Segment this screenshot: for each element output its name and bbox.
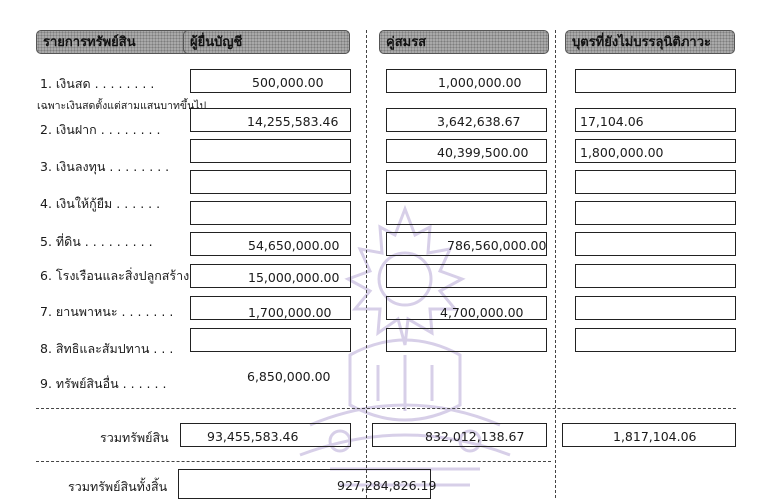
- filer-cash-value: 500,000.00: [252, 75, 324, 90]
- row-label-land: 5. ที่ดิน .........: [40, 234, 157, 249]
- header-items: รายการทรัพย์สิน: [36, 30, 350, 54]
- minor-deposit-value: 17,104.06: [580, 114, 644, 129]
- spouse-total-value: 832,012,138.67: [425, 429, 525, 444]
- header-spouse: คู่สมรส: [379, 30, 549, 54]
- spouse-loan-field: [386, 201, 547, 225]
- filer-rights-field: [190, 328, 351, 352]
- filer-investment-field: [190, 139, 351, 163]
- filer-total-value: 93,455,583.46: [207, 429, 299, 444]
- spouse-deposit-value: 3,642,638.67: [437, 114, 521, 129]
- minor-blank-field: [575, 170, 736, 194]
- minor-cash-field: [575, 69, 736, 93]
- spouse-building-field: [386, 264, 547, 288]
- row-label-deposit: 2. เงินฝาก ........: [40, 122, 165, 137]
- column-divider: [366, 30, 367, 498]
- totals-separator: [36, 408, 736, 409]
- minor-loan-field: [575, 201, 736, 225]
- totals-label: รวมทรัพย์สิน: [100, 430, 169, 445]
- row-label-rights: 8. สิทธิและสัมปทาน ...: [40, 341, 178, 356]
- minor-investment-value: 1,800,000.00: [580, 145, 664, 160]
- filer-other-value: 6,850,000.00: [247, 369, 331, 384]
- row-label-cash: 1. เงินสด ........: [40, 76, 159, 91]
- minor-vehicle-field: [575, 296, 736, 320]
- filer-blank-field: [190, 170, 351, 194]
- spouse-land-value: 786,560,000.00: [447, 238, 547, 253]
- row-label-other: 9. ทรัพย์สินอื่น ......: [40, 376, 171, 391]
- minor-building-field: [575, 264, 736, 288]
- spouse-investment-value: 40,399,500.00: [437, 145, 529, 160]
- grand-total-separator: [36, 461, 551, 462]
- row-label-investment: 3. เงินลงทุน ........: [40, 159, 174, 174]
- grand-total-value: 927,284,826.19: [337, 478, 437, 493]
- minor-rights-field: [575, 328, 736, 352]
- spouse-rights-field: [386, 328, 547, 352]
- row-label-vehicle: 7. ยานพาหนะ .......: [40, 304, 178, 319]
- filer-building-value: 15,000,000.00: [248, 270, 340, 285]
- header-filer: ผู้ยื่นบัญชี: [183, 30, 350, 54]
- spouse-vehicle-value: 4,700,000.00: [440, 305, 524, 320]
- column-divider: [555, 30, 556, 498]
- header-minor: บุตรที่ยังไม่บรรลุนิติภาวะ: [565, 30, 735, 54]
- filer-loan-field: [190, 201, 351, 225]
- grand-total-label: รวมทรัพย์สินทั้งสิ้น: [68, 479, 168, 494]
- filer-deposit-value: 14,255,583.46: [247, 114, 339, 129]
- cash-note: เฉพาะเงินสดตั้งแต่สามแสนบาทขึ้นไป: [37, 100, 207, 112]
- minor-total-value: 1,817,104.06: [613, 429, 697, 444]
- spouse-cash-value: 1,000,000.00: [438, 75, 522, 90]
- filer-vehicle-value: 1,700,000.00: [248, 305, 332, 320]
- minor-land-field: [575, 232, 736, 256]
- row-label-loan: 4. เงินให้กู้ยืม ......: [40, 196, 165, 211]
- row-label-building: 6. โรงเรือนและสิ่งปลูกสร้าง: [40, 268, 190, 283]
- spouse-blank-field: [386, 170, 547, 194]
- filer-land-value: 54,650,000.00: [248, 238, 340, 253]
